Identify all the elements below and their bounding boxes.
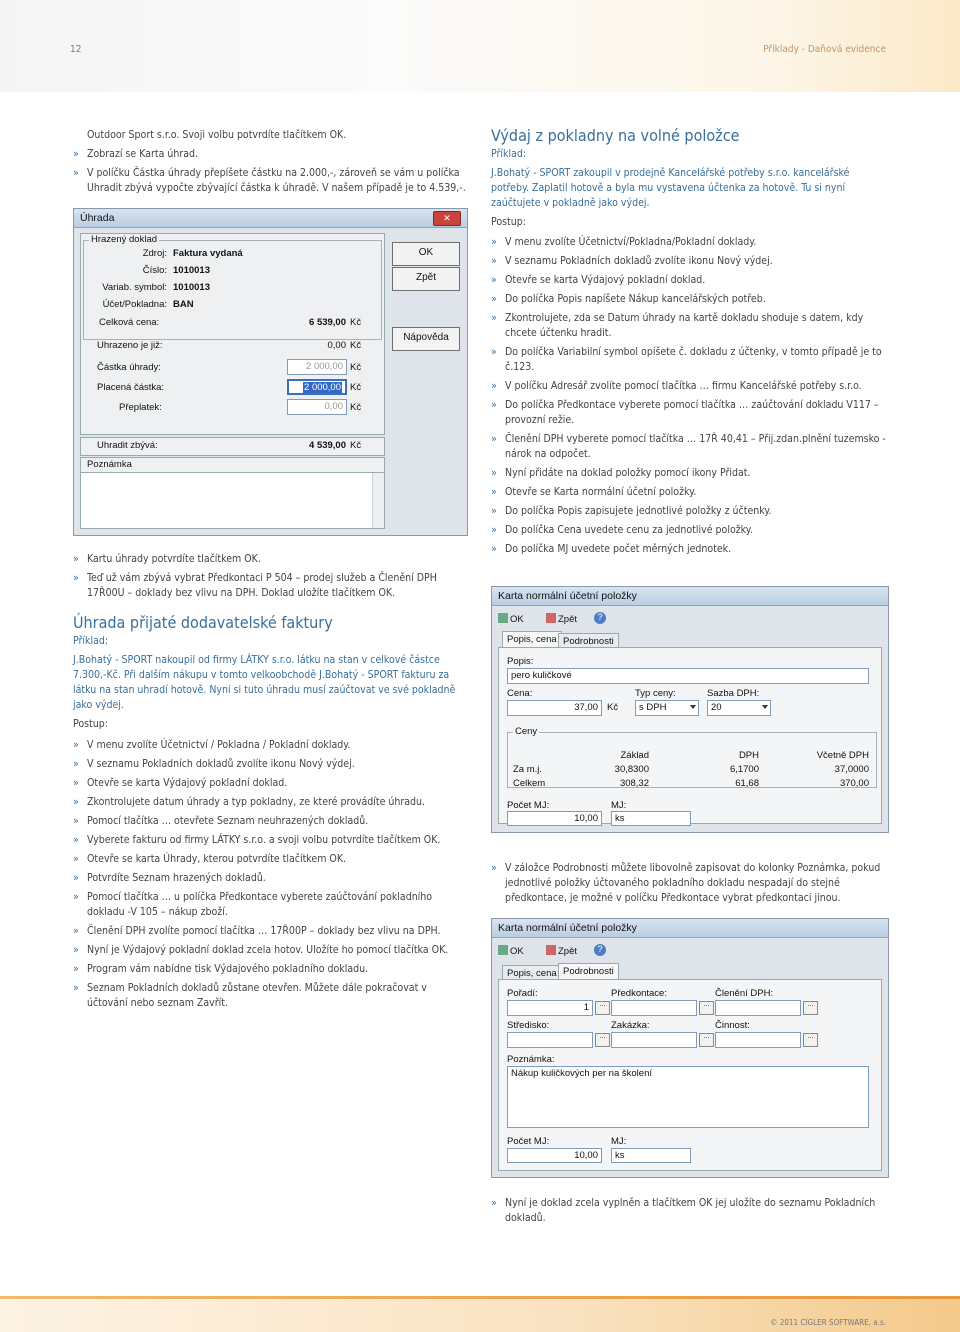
ok-icon (498, 613, 508, 623)
step: » Otevře se karta Výdajový pokladní doklad. (491, 273, 888, 288)
zpet-label: Zpět (558, 946, 578, 957)
col-vcetne: Včetně DPH (816, 750, 869, 761)
cell: 6,1700 (729, 764, 759, 775)
left-main (73, 552, 469, 1015)
toolbar-ok[interactable] (498, 945, 524, 957)
group-title: Hrazený doklad (91, 234, 158, 245)
step: » Vyberete fakturu od firmy LÁTKY s.r.o. a svoji volbu potvrdíte tlačítkem OK. (73, 833, 469, 848)
poradi-label: Pořadí: (507, 988, 538, 999)
postup-label: Postup: (73, 718, 108, 730)
help-icon[interactable]: ? (594, 612, 606, 624)
step: » Do políčka MJ uvedete počet měrných jednotek. (491, 542, 888, 557)
close-icon[interactable]: ✕ (433, 211, 461, 226)
zpet-button[interactable]: Zpět (392, 267, 460, 291)
pocet-input[interactable]: 10,00 (507, 1148, 602, 1163)
footer-line (0, 1296, 960, 1299)
step: » Potvrdíte Seznam hrazených dokladů. (73, 871, 469, 886)
cena-input[interactable]: 37,00 (507, 700, 602, 716)
dialog-title: Karta normální účetní položky (492, 587, 888, 606)
step: » Pomocí tlačítka … u políčka Předkontace vyberete zaúčtování pokladního dokladu -V 105 – nákup zboží. (73, 890, 469, 920)
ucet-value: BAN (173, 299, 194, 310)
step: » Seznam Pokladních dokladů zůstane otevřen. Můžete dále pokračovat v účtování nebo seznam Zavřít. (73, 981, 469, 1011)
napoveda-button[interactable]: Nápověda (392, 327, 460, 351)
typ-ceny-label: Typ ceny: (635, 688, 676, 699)
cell: 61,68 (735, 778, 759, 789)
ellipsis-icon[interactable]: ... (803, 1033, 818, 1047)
cislo-label: Číslo: (142, 265, 167, 276)
placena-label: Placená částka: (97, 382, 165, 393)
mj-input[interactable]: ks (611, 1148, 691, 1163)
section-heading: Výdaj z pokladny na volné položce (491, 126, 740, 145)
ok-label: OK (510, 946, 524, 957)
dialog-title: Úhrada (74, 209, 467, 228)
step: » Nyní je doklad zcela vyplněn a tlačítkem OK jej uložíte do seznamu Pokladních dokladů. (491, 1196, 888, 1226)
vs-label: Variab. symbol: (102, 282, 167, 293)
cell: 30,8300 (614, 764, 649, 775)
col-dph: DPH (738, 750, 759, 761)
step: » Do políčka Popis zapisujete jednotlivé položky z účtenky. (491, 504, 888, 519)
uhrazeno-label: Uhrazeno je již: (97, 340, 163, 351)
step: » Do políčka Popis napíšete Nákup kancelářských potřeb. (491, 292, 888, 307)
celkova-value: 6 539,00 (309, 317, 346, 328)
sazba-label: Sazba DPH: (707, 688, 760, 699)
ellipsis-icon[interactable]: ... (699, 1033, 714, 1047)
step: » Zkontrolujete datum úhrady a typ pokladny, ze které provádíte úhradu. (73, 795, 469, 810)
copyright: © 2011 CÍGLER SOFTWARE, a.s. (770, 1318, 886, 1327)
dialog-title: Karta normální účetní položky (492, 919, 888, 938)
ellipsis-icon[interactable]: ... (803, 1001, 818, 1015)
step: » Nyní přidáte na doklad položky pomocí ikony Přidat. (491, 466, 888, 481)
back-icon (546, 945, 556, 955)
right-final-text (491, 1196, 888, 1230)
zbyva-value: 4 539,00 (309, 440, 346, 451)
uhrazeno-value: 0,00 (327, 340, 346, 351)
toolbar-zpet[interactable] (546, 613, 577, 625)
step: » V seznamu Pokladních dokladů zvolíte ikonu Nový výdej. (491, 254, 888, 269)
chevron-down-icon (762, 705, 768, 709)
kc-unit: Kč (607, 702, 619, 713)
ellipsis-icon[interactable]: ... (595, 1033, 610, 1047)
placena-castka-input[interactable] (287, 379, 347, 395)
cinnost-input[interactable] (715, 1032, 801, 1048)
kc-unit: Kč (350, 440, 362, 451)
stredisko-label: Středisko: (507, 1020, 550, 1031)
priklad-label: Příklad: (73, 635, 109, 647)
left-intro (73, 128, 473, 200)
cell: 308,32 (619, 778, 649, 789)
selected-text: 2 000,00 (304, 382, 341, 393)
mj-label: MJ: (611, 800, 627, 811)
step: » Otevře se karta Výdajový pokladní doklad. (73, 776, 469, 791)
cell: 37,0000 (834, 764, 869, 775)
right-podrobnosti-text (491, 861, 888, 910)
cena-label: Cena: (507, 688, 533, 699)
priklad-label: Příklad: (491, 148, 527, 160)
left-bullet: » Kartu úhrady potvrdíte tlačítkem OK. (73, 552, 469, 567)
ok-icon (498, 945, 508, 955)
step: » Program vám nabídne tisk Výdajového pokladního dokladu. (73, 962, 469, 977)
postup-label: Postup: (491, 216, 526, 228)
row-label: Celkem (513, 778, 546, 789)
step: » Do políčka Cena uvedete cenu za jednotlivé položky. (491, 523, 888, 538)
cell: 370,00 (839, 778, 869, 789)
cleneni-input[interactable] (715, 1000, 801, 1016)
toolbar-zpet[interactable] (546, 945, 577, 957)
priklad-text: J.Bohatý - SPORT zakoupil v prodejně Kancelářské potřeby s.r.o. kancelářské potřeby. Zaplatil hotově a byla mu vystavena účtenka za hotově. Tu si nyní zaúčtujete v pokladně jako výdej. (491, 167, 850, 209)
castka-uhrady-input[interactable]: 2 000,00 (287, 359, 347, 375)
typ-ceny-value: s DPH (639, 702, 667, 713)
kc-unit: Kč (350, 382, 362, 393)
cinnost-label: Činnost: (715, 1020, 750, 1031)
zbyva-label: Uhradit zbývá: (97, 440, 158, 451)
celkova-label: Celková cena: (99, 317, 160, 328)
sazba-value: 20 (711, 702, 722, 713)
intro-line: Outdoor Sport s.r.o. Svoji volbu potvrdíte tlačítkem OK. (87, 129, 347, 141)
step: » Členění DPH zvolíte pomocí tlačítka … 17Ř00P – doklady bez vlivu na DPH. (73, 924, 469, 939)
karta-polozky-podrobnosti-dialog (491, 918, 889, 1178)
priklad-text: J.Bohatý - SPORT nakoupil od firmy LÁTKY s.r.o. látku na stan v celkové částce 7.300,-Kč. Při dalším nákupu v tomto velkoobchodě J.Bohatý - SPORT fakturu za látku na stan uhradí hotově. Nyní si tuto úhradu musí zaúčtovat ve své pokladně jako výdej. (73, 654, 456, 711)
poznamka-textarea[interactable] (80, 472, 385, 529)
right-main (491, 128, 888, 561)
ellipsis-icon[interactable]: ... (595, 1001, 610, 1015)
poznamka-textarea[interactable]: Nákup kuličkových per na školení (507, 1066, 869, 1128)
help-icon[interactable]: ? (594, 944, 606, 956)
toolbar-ok[interactable] (498, 613, 524, 625)
popis-label: Popis: (507, 656, 534, 667)
kc-unit: Kč (350, 340, 362, 351)
step: » Otevře se karta Úhrady, kterou potvrdíte tlačítkem OK. (73, 852, 469, 867)
preplatek-input[interactable]: 0,00 (287, 399, 347, 415)
left-bullet: » Zobrazí se Karta úhrad. (73, 147, 473, 162)
step: » Otevře se Karta normální účetní položky. (491, 485, 888, 500)
step: » Členění DPH vyberete pomocí tlačítka … 17Ř 40,41 – Přij.zdan.plnění tuzemsko - nárok na odpočet. (491, 432, 888, 462)
vs-value: 1010013 (173, 282, 210, 293)
tab-podrobnosti[interactable]: Podrobnosti (558, 963, 619, 979)
mj-input[interactable]: ks (611, 811, 691, 826)
ok-label: OK (510, 614, 524, 625)
kc-unit: Kč (350, 362, 362, 373)
typ-ceny-select[interactable] (635, 700, 699, 716)
hrazeny-doklad-panel (80, 233, 385, 435)
page-number: 12 (70, 44, 82, 55)
step: » Do políčka Předkontace vyberete pomocí tlačítka … zaúčtování dokladu V117 – provozní režie. (491, 398, 888, 428)
tab-podrobnosti[interactable]: Podrobnosti (558, 633, 619, 650)
step: » Do políčka Variabilní symbol opíšete č. dokladu z účtenky, v tomto případě je to č.123. (491, 345, 888, 375)
zdroj-value: Faktura vydaná (173, 248, 243, 259)
karta-polozky-dialog (491, 586, 889, 833)
step: » V seznamu Pokladních dokladů zvolíte ikonu Nový výdej. (73, 757, 469, 772)
uhrada-dialog (73, 208, 468, 536)
step: » V políčku Adresář zvolíte pomocí tlačítka … firmu Kancelářské potřeby s.r.o. (491, 379, 888, 394)
zpet-label: Zpět (558, 614, 578, 625)
scrollbar[interactable] (372, 473, 384, 528)
pocet-label: Počet MJ: (507, 800, 550, 811)
castka-label: Částka úhrady: (97, 362, 161, 373)
kc-unit: Kč (350, 402, 362, 413)
zakazka-input[interactable] (611, 1032, 697, 1048)
step: » Zkontrolujete, zda se Datum úhrady na kartě dokladu shoduje s datem, kdy chcete účtenku hradit. (491, 311, 888, 341)
step: » V menu zvolíte Účetnictví / Pokladna / Pokladní doklady. (73, 738, 469, 753)
step: » Nyní je Výdajový pokladní doklad zcela hotov. Uložíte ho pomocí tlačítka OK. (73, 943, 469, 958)
cleneni-label: Členění DPH: (715, 988, 774, 999)
predkontace-input[interactable] (611, 1000, 697, 1016)
popis-input[interactable]: pero kuličkové (507, 668, 869, 684)
step: » Pomocí tlačítka … otevřete Seznam neuhrazených dokladů. (73, 814, 469, 829)
sazba-select[interactable] (707, 700, 771, 716)
poznamka-header (80, 457, 385, 472)
kc-unit: Kč (350, 317, 362, 328)
ellipsis-icon[interactable]: ... (699, 1001, 714, 1015)
poznamka-label: Poznámka (87, 459, 132, 470)
tab-content (498, 979, 882, 1171)
stredisko-input[interactable] (507, 1032, 593, 1048)
preplatek-label: Přeplatek: (119, 402, 162, 413)
chevron-down-icon (690, 705, 696, 709)
zakazka-label: Zakázka: (611, 1020, 650, 1031)
predkontace-label: Předkontace: (611, 988, 667, 999)
left-bullet: » Teď už vám zbývá vybrat Předkontaci P 504 – prodej služeb a Členění DPH 17Ř00U – doklady bez vlivu na DPH. Doklad uložíte tlačítkem OK. (73, 571, 469, 601)
tab-popis-cena[interactable]: Popis, cena (502, 965, 562, 982)
tab-popis-cena[interactable]: Popis, cena (502, 631, 562, 647)
ok-button[interactable]: OK (392, 242, 460, 266)
cislo-value: 1010013 (173, 265, 210, 276)
poznamka-label: Poznámka: (507, 1054, 555, 1065)
tab-content (498, 647, 882, 824)
zbyva-panel (80, 437, 385, 456)
running-header: Příklady - Daňová evidence (763, 44, 886, 55)
step: » V záložce Podrobnosti můžete libovolně zapisovat do kolonky Poznámka, pokud jednotlivé položky účtovaného pokladního dokladu nespadají do stejné předkontace, je možné v políčku Předkontace vybrat předkontaci jinou. (491, 861, 888, 906)
poradi-input[interactable]: 1 (507, 1000, 593, 1016)
ucet-label: Účet/Pokladna: (102, 299, 167, 310)
step: » V menu zvolíte Účetnictví/Pokladna/Pokladní doklady. (491, 235, 888, 250)
group-title: Ceny (515, 726, 538, 737)
mj-label: MJ: (611, 1136, 627, 1147)
col-zaklad: Základ (620, 750, 649, 761)
row-label: Za m.j. (513, 764, 543, 775)
pocet-label: Počet MJ: (507, 1136, 550, 1147)
section-heading: Úhrada přijaté dodavatelské faktury (73, 613, 333, 632)
back-icon (546, 613, 556, 623)
pocet-input[interactable]: 10,00 (507, 811, 602, 826)
left-bullet: » V políčku Částka úhrady přepíšete částku na 2.000,-, zároveň se vám u políčka Uhradit zbývá vypočte zbývající částka k úhradě. V našem případě je to 4.539,-. (73, 166, 473, 196)
zdroj-label: Zdroj: (142, 248, 167, 259)
